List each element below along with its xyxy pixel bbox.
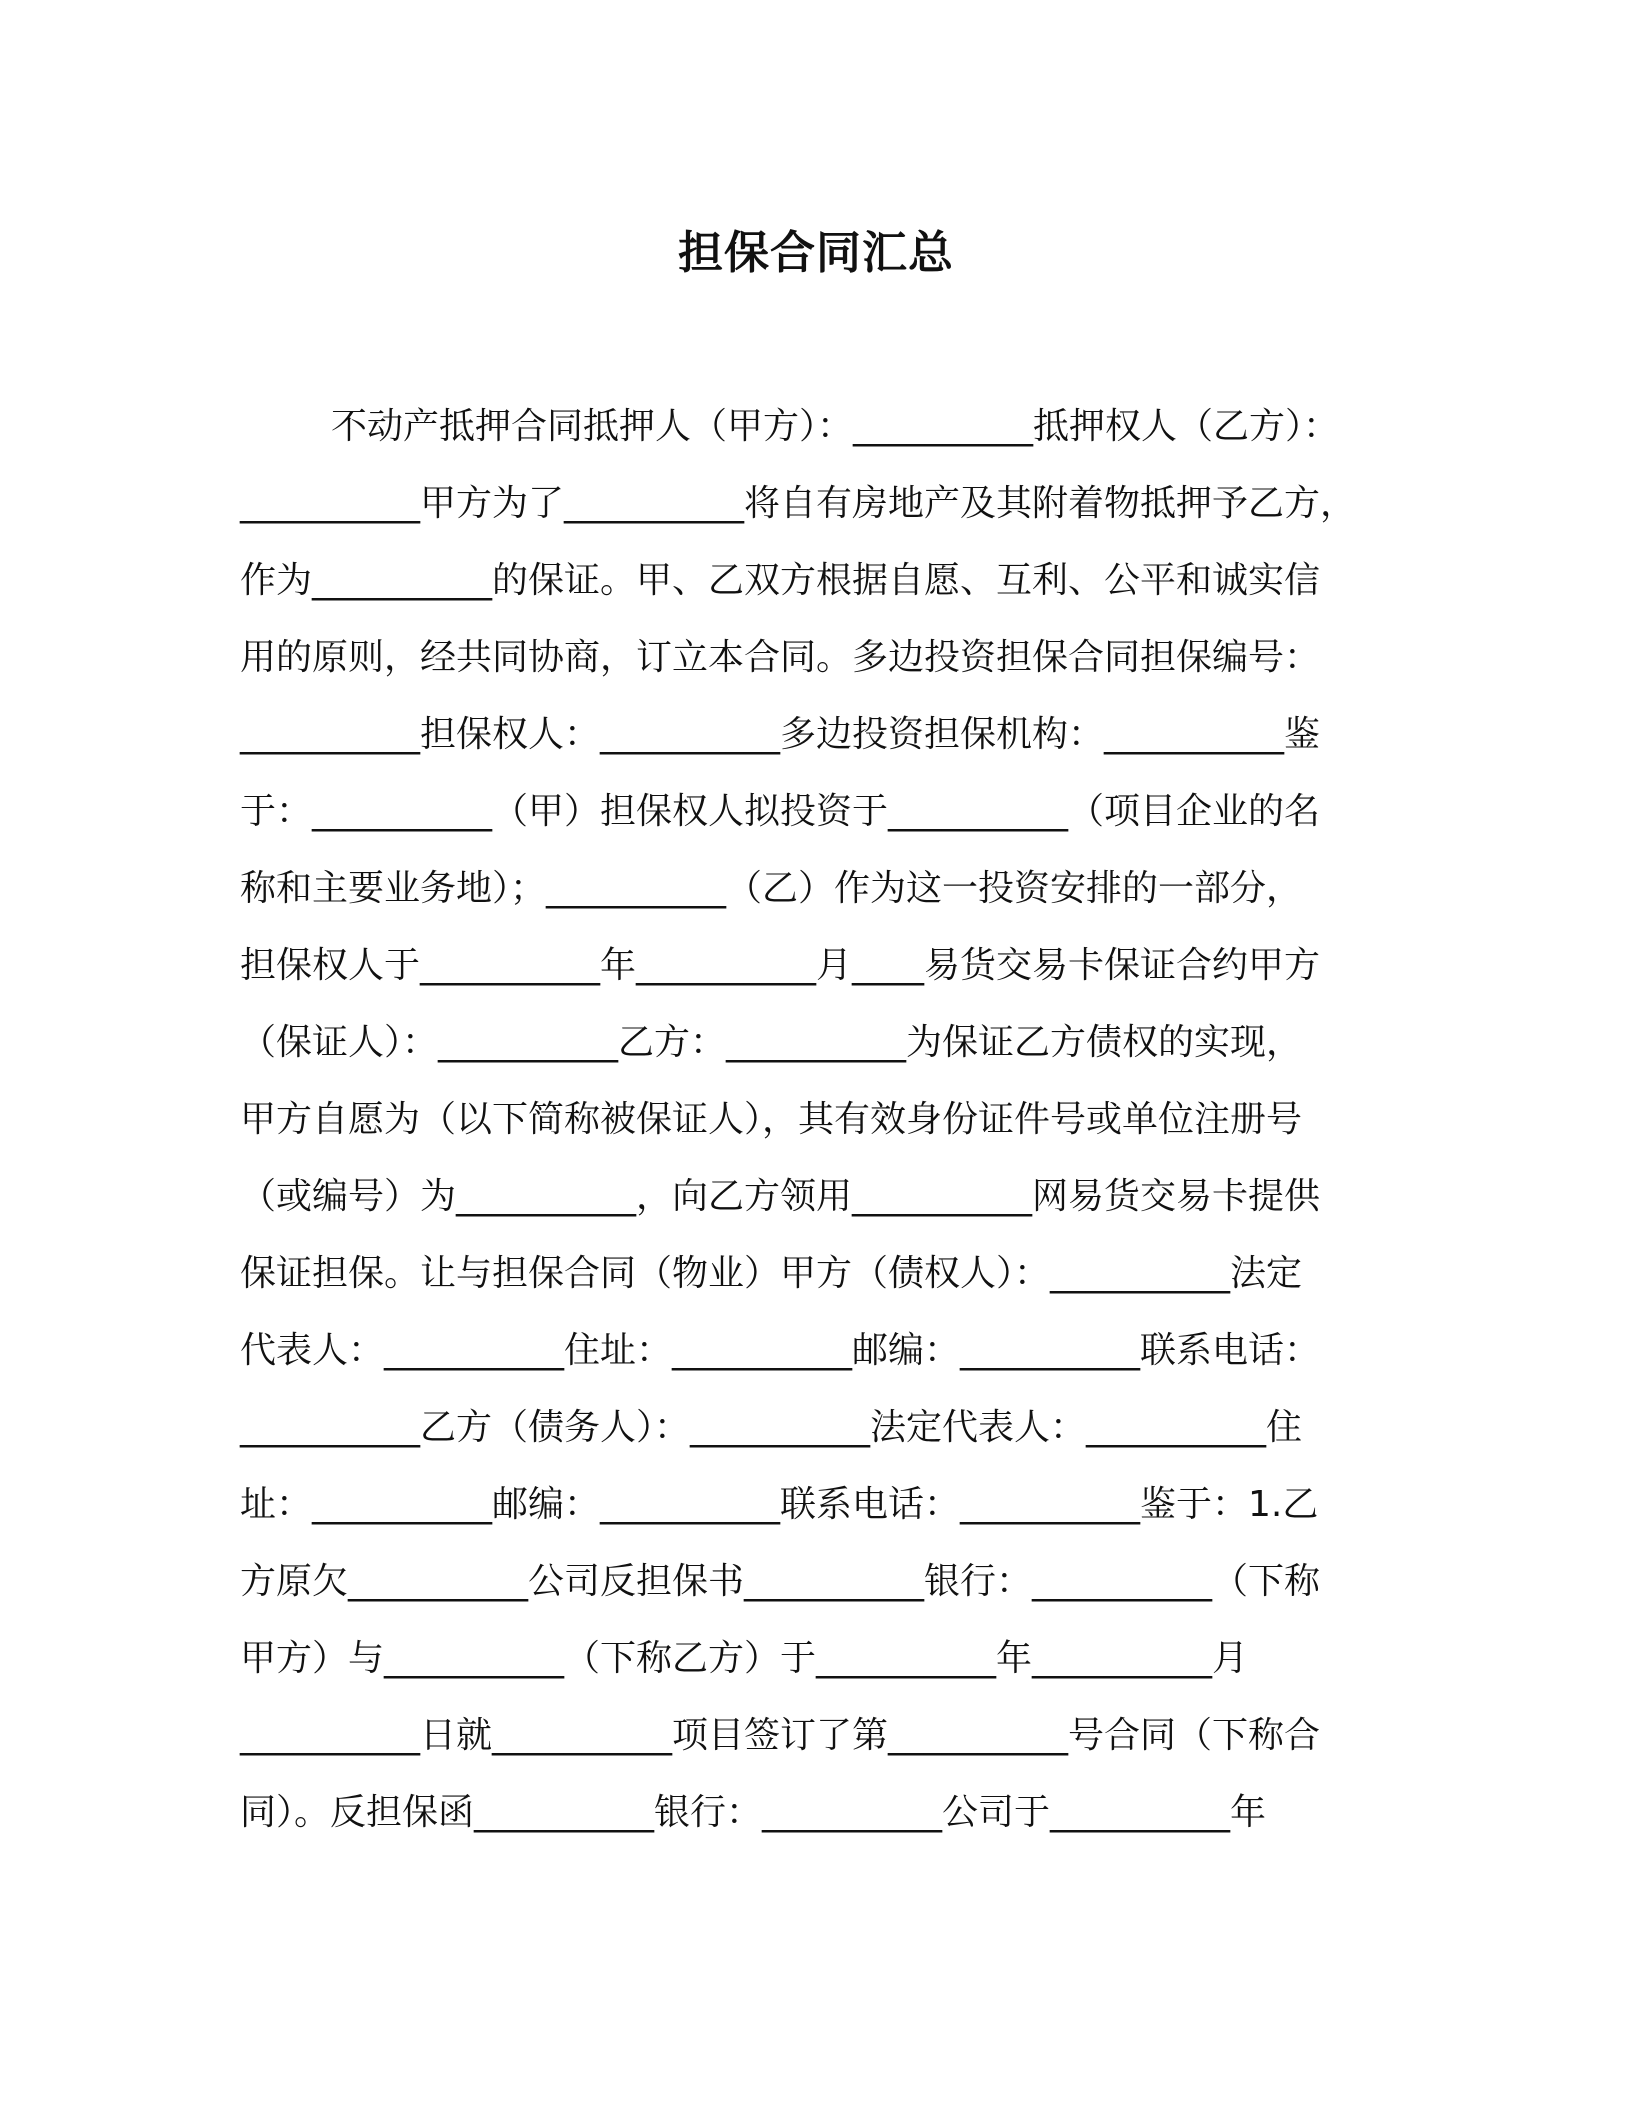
body-line: 用的原则，经共同协商，订立本合同。多边投资担保合同担保编号： <box>240 637 1321 678</box>
body-line: 甲方）与__________（下称乙方）于__________年__________月 <box>240 1638 1249 1679</box>
body-line: 担保权人于__________年__________月____易货交易卡保证合约甲方 <box>240 945 1321 986</box>
body-line: __________担保权人：__________多边投资担保机构：__________鉴 <box>240 714 1321 755</box>
body-line: 同）。反担保函__________银行：__________公司于__________年 <box>240 1792 1267 1833</box>
body-line: __________乙方（债务人）：__________法定代表人：__________住 <box>240 1407 1303 1448</box>
body-line: 址：__________邮编：__________联系电话：__________鉴于：1.乙 <box>240 1484 1319 1525</box>
body-line: 保证担保。让与担保合同（物业）甲方（债权人）：__________法定 <box>240 1253 1303 1294</box>
body-line: 作为__________的保证。甲、乙双方根据自愿、互利、公平和诚实信 <box>240 560 1321 601</box>
body-line: 称和主要业务地）；__________（乙）作为这一投资安排的一部分， <box>240 868 1303 909</box>
body-line: 不动产抵押合同抵押人（甲方）：__________抵押权人（乙方）： <box>331 406 1340 447</box>
body-line: 甲方自愿为（以下简称被保证人），其有效身份证件号或单位注册号 <box>240 1099 1303 1140</box>
body-line: __________甲方为了__________将自有房地产及其附着物抵押予乙方， <box>240 483 1357 524</box>
body-line: 于：__________（甲）担保权人拟投资于__________（项目企业的名 <box>240 791 1321 832</box>
document-title: 担保合同汇总 <box>677 226 954 279</box>
body-line: （保证人）：__________乙方：__________为保证乙方债权的实现， <box>240 1022 1303 1063</box>
body-line: （或编号）为__________，向乙方领用__________网易货交易卡提供 <box>240 1176 1321 1217</box>
body-line: 方原欠__________公司反担保书__________银行：__________（下称 <box>240 1561 1321 1602</box>
document-body <box>240 388 1392 1851</box>
body-line: __________日就__________项目签订了第__________号合同（下称合 <box>240 1715 1321 1756</box>
body-line: 代表人：__________住址：__________邮编：__________联系电话： <box>240 1330 1321 1371</box>
